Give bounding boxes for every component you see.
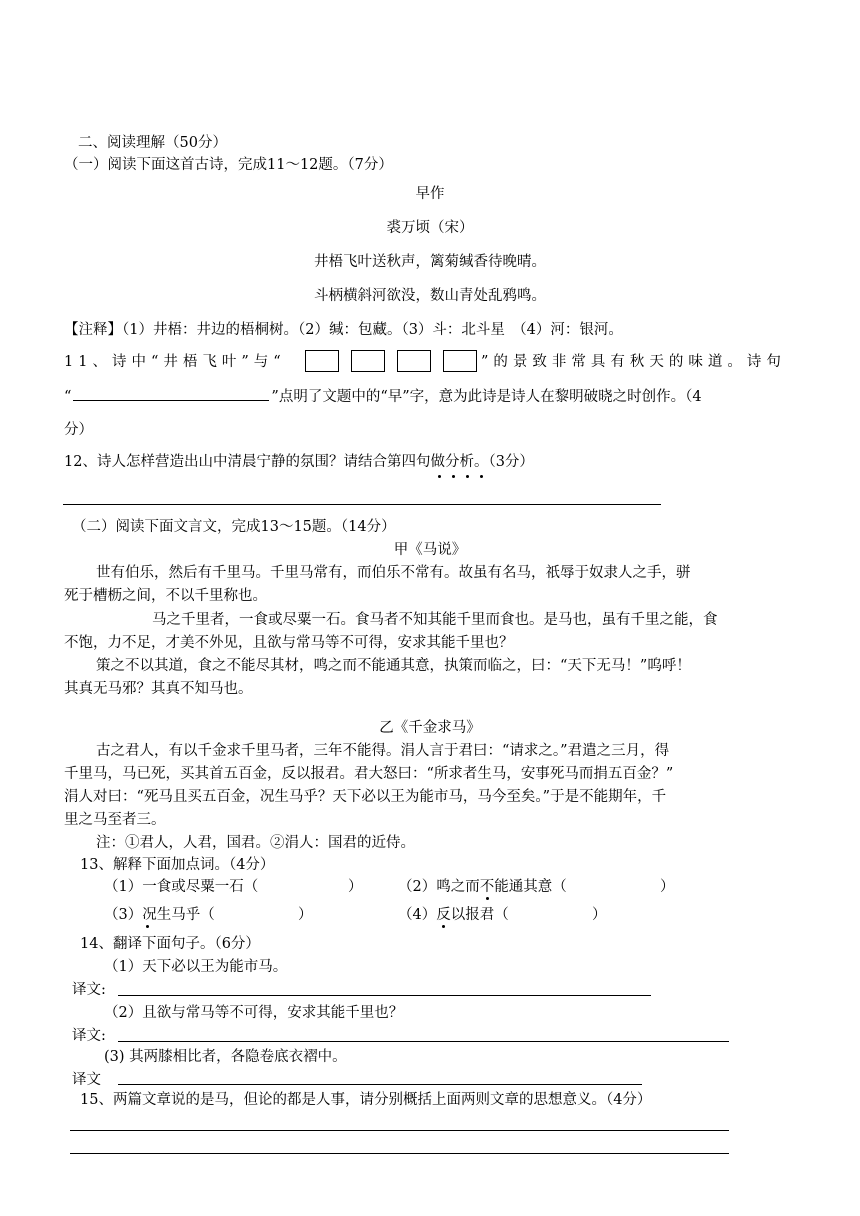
translation-label: 译文: xyxy=(72,982,106,998)
q15-answer-line[interactable] xyxy=(70,1153,729,1154)
text1-line: 世有伯乐，然后有千里马。千里马常有，而伯乐不常有。故虽有名马，祇辱于奴隶人之手，骈 xyxy=(96,565,691,581)
part2-intro: （二）阅读下面文言文，完成13～15题。（14分） xyxy=(72,519,396,535)
q11-part-c: ”点明了文题中的“早”字，意为此诗是诗人在黎明破晓之时创作。（4 xyxy=(271,389,702,405)
emphasis-dot xyxy=(466,475,469,478)
poem-line-2: 斗柄横斜河欲没，数山青处乱鸦鸣。 xyxy=(314,288,546,304)
q11-open-quote: “ xyxy=(64,389,72,405)
translation-line[interactable] xyxy=(118,995,651,996)
q11-part-b: ”的景致非常具有秋天的味道。诗句 xyxy=(481,354,786,370)
answer-box-4[interactable] xyxy=(443,350,477,372)
q13-question: 13、解释下面加点词。（4分） xyxy=(80,857,275,873)
q13-item-3: （3）况生马乎（ xyxy=(104,907,215,923)
q14-sentence-3: (3) 其两膝相比者，各隐卷底衣褶中。 xyxy=(104,1049,347,1065)
emphasis-dot xyxy=(480,475,483,478)
text1-line: 马之千里者，一食或尽粟一石。食马者不知其能千里而食也。是马也，虽有千里之能，食 xyxy=(152,612,718,628)
text1-line: 其真无马邪？其真不知马也。 xyxy=(64,681,253,697)
q11-line-2 xyxy=(64,386,702,407)
translation-label: 译文 xyxy=(72,1072,101,1088)
q14-sentence-1: （1）天下必以王为能市马。 xyxy=(104,959,288,975)
poem-title: 早作 xyxy=(415,186,445,202)
text1-line: 死于槽枥之间，不以千里称也。 xyxy=(64,588,267,604)
q14-sentence-2: （2）且欲与常马等不可得，安求其能千里也？ xyxy=(104,1005,404,1021)
text2-note: 注：①君人，人君，国君。②涓人：国君的近侍。 xyxy=(96,835,415,851)
text2-title: 乙《千金求马》 xyxy=(379,720,481,736)
q15-question: 15、两篇文章说的是马，但论的都是人事，请分别概括上面两则文章的思想意义。（4分） xyxy=(80,1092,652,1108)
part1-intro: （一）阅读下面这首古诗，完成11～12题。（7分） xyxy=(64,157,393,173)
q11-score-tail: 分） xyxy=(64,422,93,438)
q13-item-4-close: ） xyxy=(592,907,607,923)
q13-item-1-close: ） xyxy=(348,879,363,895)
emphasis-dot xyxy=(438,475,441,478)
section-title: 二、阅读理解（50分） xyxy=(78,135,227,151)
text2-line: 涓人对曰：“死马且买五百金，况生马乎？天下必以王为能市马，马今至矣。”于是不能期年，千 xyxy=(64,789,667,805)
poem-line-1: 井梧飞叶送秋声，篱菊缄香待晚晴。 xyxy=(314,254,546,270)
q14-question: 14、翻译下面句子。（6分） xyxy=(80,936,260,952)
q11-answer-blank[interactable] xyxy=(73,386,269,401)
q12-answer-line[interactable] xyxy=(63,504,661,505)
q11-part-a: 11、诗中“井梧飞叶”与“ xyxy=(64,354,286,370)
text1-title: 甲《马说》 xyxy=(393,542,467,558)
q13-item-2-close: ） xyxy=(660,879,675,895)
q13-item-3-close: ） xyxy=(298,907,313,923)
text1-line: 策之不以其道，食之不能尽其材，鸣之而不能通其意，执策而临之，曰：“天下无马！”呜呼！ xyxy=(96,658,691,674)
q13-item-4: （4）反以报君（ xyxy=(398,907,509,923)
emphasis-dot xyxy=(442,925,445,928)
text2-line: 千里马，马已死，买其首五百金，反以报君。君大怒曰：“所求者生马，安事死马而捐五百金？” xyxy=(64,766,674,782)
q13-item-2: （2）鸣之而不能通其意（ xyxy=(398,879,567,895)
translation-line[interactable] xyxy=(118,1041,729,1042)
emphasis-dot xyxy=(452,475,455,478)
answer-box-3[interactable] xyxy=(397,350,431,372)
answer-box-2[interactable] xyxy=(351,350,385,372)
q15-answer-line[interactable] xyxy=(70,1130,729,1131)
poem-note: 【注释】（1）井梧：井边的梧桐树。（2）缄：包藏。（3）斗：北斗星 （4）河：银河。 xyxy=(64,322,623,338)
q13-item-1: （1）一食或尽粟一石（ xyxy=(104,879,259,895)
poem-author: 裘万顷（宋） xyxy=(386,220,474,236)
text2-line: 古之君人，有以千金求千里马者，三年不能得。涓人言于君曰：“请求之。”君遣之三月，得 xyxy=(96,743,670,759)
emphasis-dot xyxy=(146,925,149,928)
text1-line: 不饱，力不足，才美不外见，且欲与常马等不可得，安求其能千里也？ xyxy=(64,635,514,651)
text2-line: 里之马至者三。 xyxy=(64,812,166,828)
translation-label: 译文: xyxy=(72,1028,106,1044)
q12-question: 12、诗人怎样营造出山中清晨宁静的氛围？请结合第四句做分析。（3分） xyxy=(64,454,534,470)
translation-line[interactable] xyxy=(118,1084,642,1085)
emphasis-dot xyxy=(486,897,489,900)
answer-box-1[interactable] xyxy=(305,350,339,372)
